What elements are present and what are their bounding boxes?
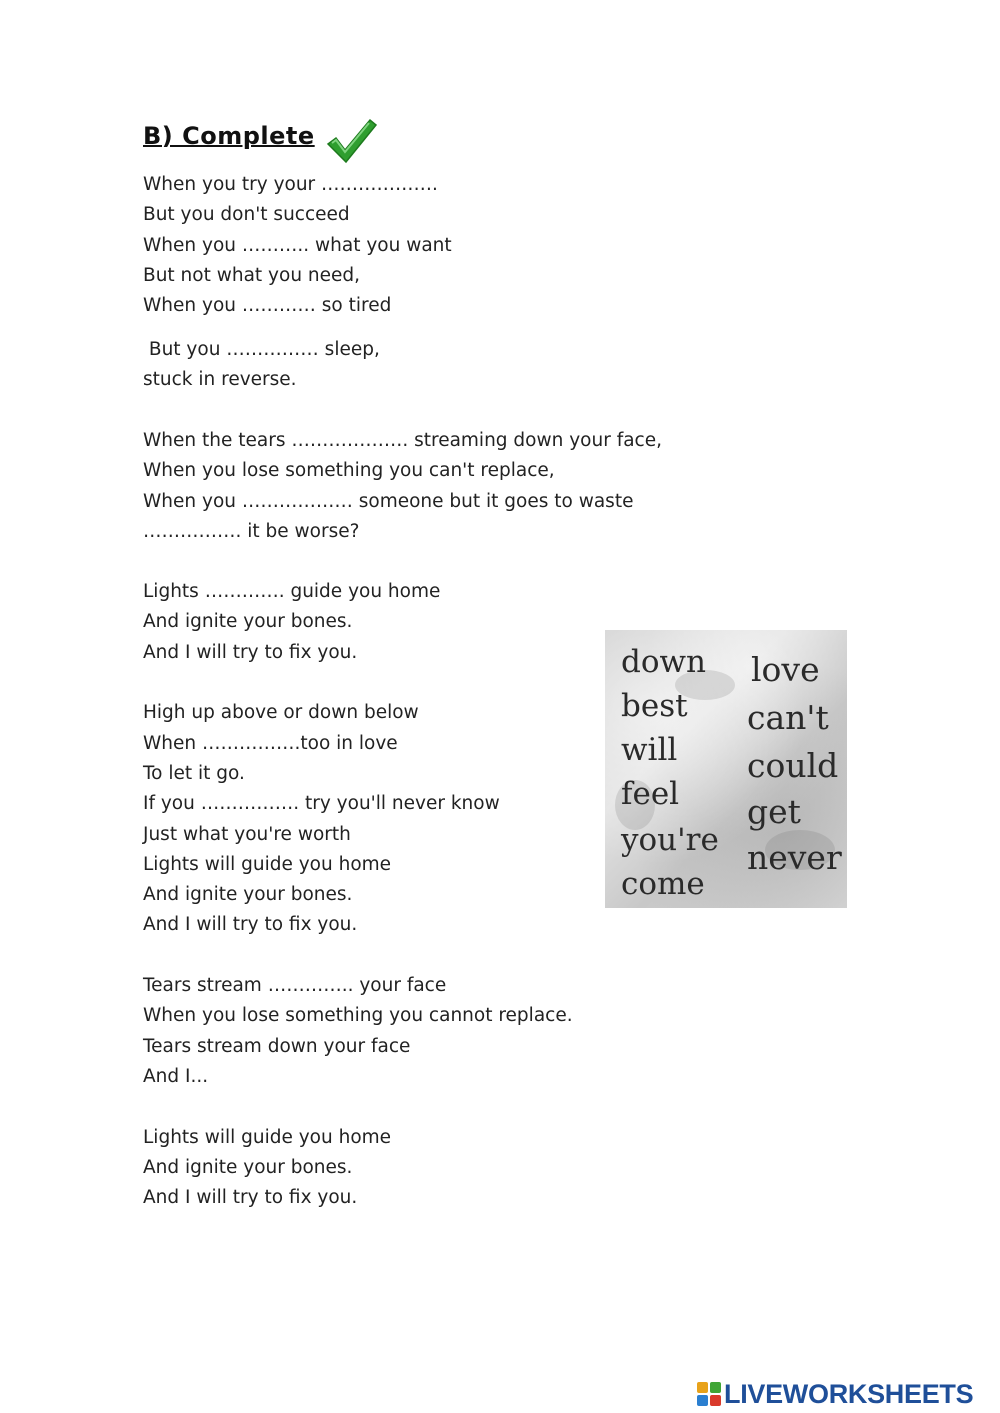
logo-text: LIVEWORKSHEETS [724, 1378, 974, 1409]
lyric-line: But you …………… sleep, [143, 339, 380, 360]
word-bank-item: can't [747, 698, 829, 737]
lyric-line: To let it go. [143, 763, 245, 784]
logo-squares-icon [697, 1382, 721, 1406]
lyric-line: ……………. it be worse? [143, 521, 360, 542]
lyric-line: Tears stream down your face [143, 1036, 411, 1057]
lyric-line: And ignite your bones. [143, 611, 353, 632]
lyric-line: When you ………… so tired [143, 295, 392, 316]
lyric-line: And I will try to fix you. [143, 642, 358, 663]
liveworksheets-logo [697, 1378, 973, 1410]
lyric-line: Tears stream ………….. your face [143, 975, 447, 996]
word-bank-item: come [621, 866, 705, 902]
lyric-line: If you ……………. try you'll never know [143, 793, 500, 814]
lyric-line: But not what you need, [143, 265, 361, 286]
lyric-line: High up above or down below [143, 702, 419, 723]
checkmark-icon [324, 116, 378, 166]
lyric-line: Lights …………. guide you home [143, 581, 441, 602]
lyric-line: Lights will guide you home [143, 854, 392, 875]
word-bank-item: will [621, 732, 678, 768]
word-bank-item: never [747, 838, 842, 877]
lyric-line: And I will try to fix you. [143, 914, 358, 935]
lyric-line: And ignite your bones. [143, 884, 353, 905]
lyric-line: stuck in reverse. [143, 369, 297, 390]
lyric-line: And ignite your bones. [143, 1157, 353, 1178]
worksheet-title: B) Complete [143, 122, 315, 150]
word-bank-item: best [621, 688, 688, 724]
lyric-line: And I will try to fix you. [143, 1187, 358, 1208]
word-bank-item: love [751, 650, 820, 689]
lyric-line: And I... [143, 1066, 209, 1087]
word-bank-item: feel [621, 776, 680, 812]
word-bank-item: down [621, 644, 707, 680]
lyric-line: Lights will guide you home [143, 1127, 392, 1148]
lyric-line: When the tears ………………. streaming down your face, [143, 430, 662, 451]
lyric-line: When you lose something you cannot replace. [143, 1005, 573, 1026]
lyric-line: When you ……….. what you want [143, 235, 452, 256]
lyric-line: When you try your ………………. [143, 174, 438, 195]
word-bank-item: could [747, 746, 839, 785]
lyric-line: When you lose something you can't replace, [143, 460, 555, 481]
lyric-line: Just what you're worth [143, 824, 351, 845]
word-bank-item: get [747, 792, 801, 831]
word-bank [605, 630, 847, 908]
word-bank-item: you're [621, 822, 719, 858]
lyric-line: When …………….too in love [143, 733, 398, 754]
lyric-line: When you ……………… someone but it goes to waste [143, 491, 634, 512]
lyric-line: But you don't succeed [143, 204, 350, 225]
